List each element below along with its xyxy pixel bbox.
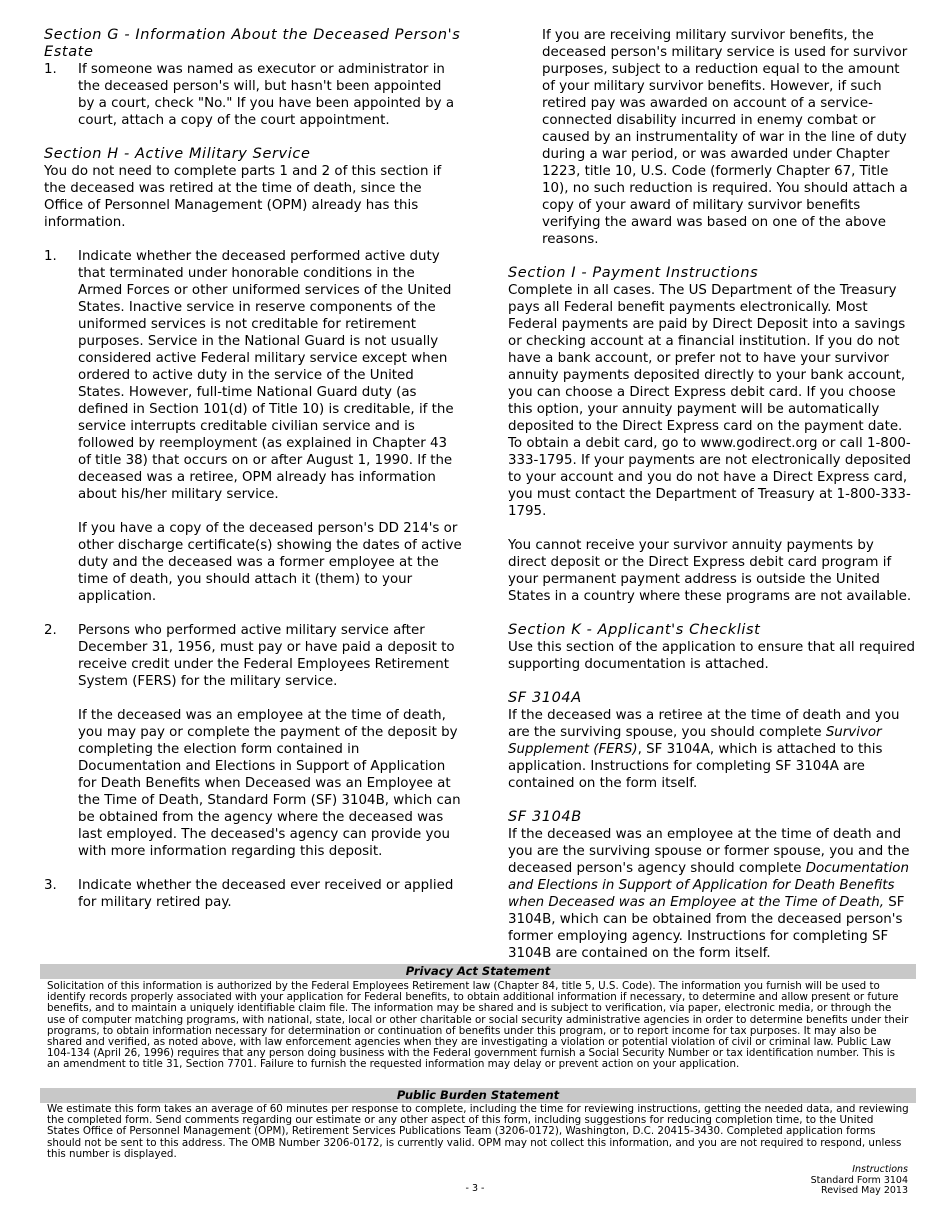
item-text: If someone was named as executor or administrator in the deceased person's will, but hasn't been appointed by a court, check "No." If you have been appointed by a court, attach a copy of the court appointment. — [78, 62, 455, 128]
item-number: 3. — [44, 878, 57, 893]
sf-3104a-text — [508, 707, 916, 792]
privacy-act-header: Privacy Act Statement — [40, 964, 916, 979]
section-k-title: Section K - Applicant's Checklist — [508, 622, 761, 638]
public-burden-header: Public Burden Statement — [40, 1088, 916, 1103]
right-column — [508, 27, 916, 962]
sf-3104a-text-part-2: , SF 3104A, which is attached to this application. Instructions for completing SF 3104A are contained on the form itself. — [508, 742, 883, 791]
item-number: 1. — [44, 249, 57, 264]
section-i-para-2: You cannot receive your survivor annuity payments by direct deposit or the Direct Express debit card program if your permanent payment address is outside the United States in a country where these programs are not available. — [508, 538, 912, 604]
page-number: - 3 - — [465, 1183, 485, 1194]
section-h-item-2 — [44, 622, 462, 690]
section-g-item-1 — [44, 61, 462, 129]
left-column — [44, 27, 462, 911]
section-h-item-1 — [44, 248, 462, 503]
item-text: Indicate whether the deceased ever received or applied for military retired pay. — [78, 878, 454, 910]
item-text: Persons who performed active military service after December 31, 1956, must pay or have paid a deposit to receive credit under the Federal Employees Retirement System (FERS) for the military service. — [78, 623, 455, 689]
footer-revision-date: Revised May 2013 — [821, 1185, 908, 1196]
sf-3104b-text — [508, 826, 916, 962]
item-number: 2. — [44, 623, 57, 638]
military-survivor-paragraph: If you are receiving military survivor benefits, the deceased person's military service is used for survivor purposes, subject to a reduction equal to the amount of your military survivor benefits. However, if such retired pay was awarded on account of a service-connected disability incurred in enemy combat or caused by an instrumentality of war in the line of duty during a war period, or was awarded under Chapter 1223, title 10, U.S. Code (formerly Chapter 67, Title 10), no such reduction is required. You should attach a copy of your award of military survivor benefits verifying the award was based on one of the above reasons. — [542, 28, 908, 247]
sf-3104a-title: SF 3104A — [508, 690, 582, 706]
sf-3104b-text-part-2: SF 3104B, which can be obtained from the deceased person's former employing agency. Instructions for completing SF 3104B are contained on the form itself. — [508, 895, 905, 961]
form-identifier — [811, 1165, 908, 1197]
sf-3104b-form-name: Documentation and Elections in Support of Application for Death Benefits when Deceased was an Employee at the Time of Death, — [508, 861, 909, 910]
item-number: 1. — [44, 62, 57, 77]
footer-form-number: Standard Form 3104 — [810, 1174, 908, 1186]
sf-3104b-text-part-1: If the deceased was an employee at the time of death and you are the surviving spouse or former spouse, you and the deceased person's agency should complete — [508, 827, 910, 876]
public-burden-text: We estimate this form takes an average of 60 minutes per response to complete, including the time for reviewing instructions, getting the needed data, and reviewing the completed form. Send comments regarding our estimate or any other aspect of this form, including suggestions for reducing completion time, to the United States Office of Personnel Management (OPM), Retirement Services Publications Team (3206-0172), Washington, D.C. 20415-3430. Completed application forms should not be sent to this address. The OMB Number 3206-0172, is currently valid. OPM may not collect this information, and you are not required to respond, unless this number is displayed. — [47, 1103, 909, 1160]
section-h-item-2-para-2: If the deceased was an employee at the time of death, you may pay or complete the payment of the deposit by completing the election form contained in Documentation and Elections in Support of Application for Death Benefits when Deceased was an Employee at the Time of Death, Standard Form (SF) 3104B, which can be obtained from the agency where the deceased was last employed. The deceased's agency can provide you with more information regarding this deposit. — [78, 708, 461, 859]
sf-3104b-title: SF 3104B — [508, 809, 582, 825]
item-text: Indicate whether the deceased performed active duty that terminated under honorable conditions in the Armed Forces or other uniformed services of the United States. Inactive service in reserve components of the uniformed services is not creditable for retirement purposes. Service in the National Guard is not usually considered active Federal military service except when ordered to active duty in the service of the United States. However, full-time National Guard duty (as defined in Section 101(d) of Title 10) is creditable, if the service interrupts creditable civilian service and is followed by reemployment (as explained in Chapter 43 of title 38) that occurs on or after August 1, 1990. If the deceased was a retiree, OPM already has information about his/her military service. — [78, 249, 454, 502]
footer-label: Instructions — [852, 1164, 908, 1175]
section-h-title: Section H - Active Military Service — [44, 146, 311, 162]
section-h-intro: You do not need to complete parts 1 and 2 of this section if the deceased was retired at the time of death, since the Office of Personnel Management (OPM) already has this information. — [44, 164, 442, 230]
privacy-act-text: Solicitation of this information is authorized by the Federal Employees Retirement law (Chapter 84, title 5, U.S. Code). The information you furnish will be used to identify records properly associated with your application for Federal benefits, to obtain additional information if necessary, to determine and allow present or future benefits, and to maintain a uniquely identifiable claim file. The information may be shared and is subject to verification, via paper, electronic media, or through the use of computer matching programs, with national, state, local or other charitable or social security administrative agencies in order to determine benefits under their programs, to obtain information necessary for determination or continuation of benefits under this program, or to report income for tax purposes. It may also be shared and verified, as noted above, with law enforcement agencies when they are investigating a violation or potential violation of civil or criminal law. Public Law 104-134 (April 26, 1996) requires that any person doing business with the Federal government furnish a Social Security Number or tax identification number. This is an amendment to title 31, Section 7701. Failure to furnish the requested information may delay or prevent action on your application. — [47, 980, 909, 1071]
section-i-para-1: Complete in all cases. The US Department of the Treasury pays all Federal benefit payments electronically. Most Federal payments are paid by Direct Deposit into a savings or checking account at a financial institution. If you do not have a bank account, or prefer not to have your survivor annuity payments deposited directly to your bank account, you can choose a Direct Express debit card. If you choose this option, your annuity payment will be automatically deposited to the Direct Express card on the payment date. To obtain a debit card, go to www.godirect.org or call 1-800-333-1795. If your payments are not electronically deposited to your account and you do not have a Direct Express card, you must contact the Department of Treasury at 1-800-333-1795. — [508, 283, 911, 519]
section-h-item-1-para-2: If you have a copy of the deceased person's DD 214's or other discharge certificate(s) showing the dates of active duty and the deceased was a former employee at the time of death, you should attach it (them) to your application. — [78, 521, 462, 604]
sf-3104a-form-name: Survivor Supplement (FERS) — [508, 725, 882, 757]
section-k-intro: Use this section of the application to ensure that all required supporting documentation is attached. — [508, 640, 916, 672]
sf-3104a-text-part-1: If the deceased was a retiree at the time of death and you are the surviving spouse, you should complete — [508, 708, 900, 740]
section-g-title: Section G - Information About the Deceased Person's Estate — [44, 27, 461, 60]
section-h-item-3 — [44, 877, 462, 911]
section-i-title: Section I - Payment Instructions — [508, 265, 759, 281]
